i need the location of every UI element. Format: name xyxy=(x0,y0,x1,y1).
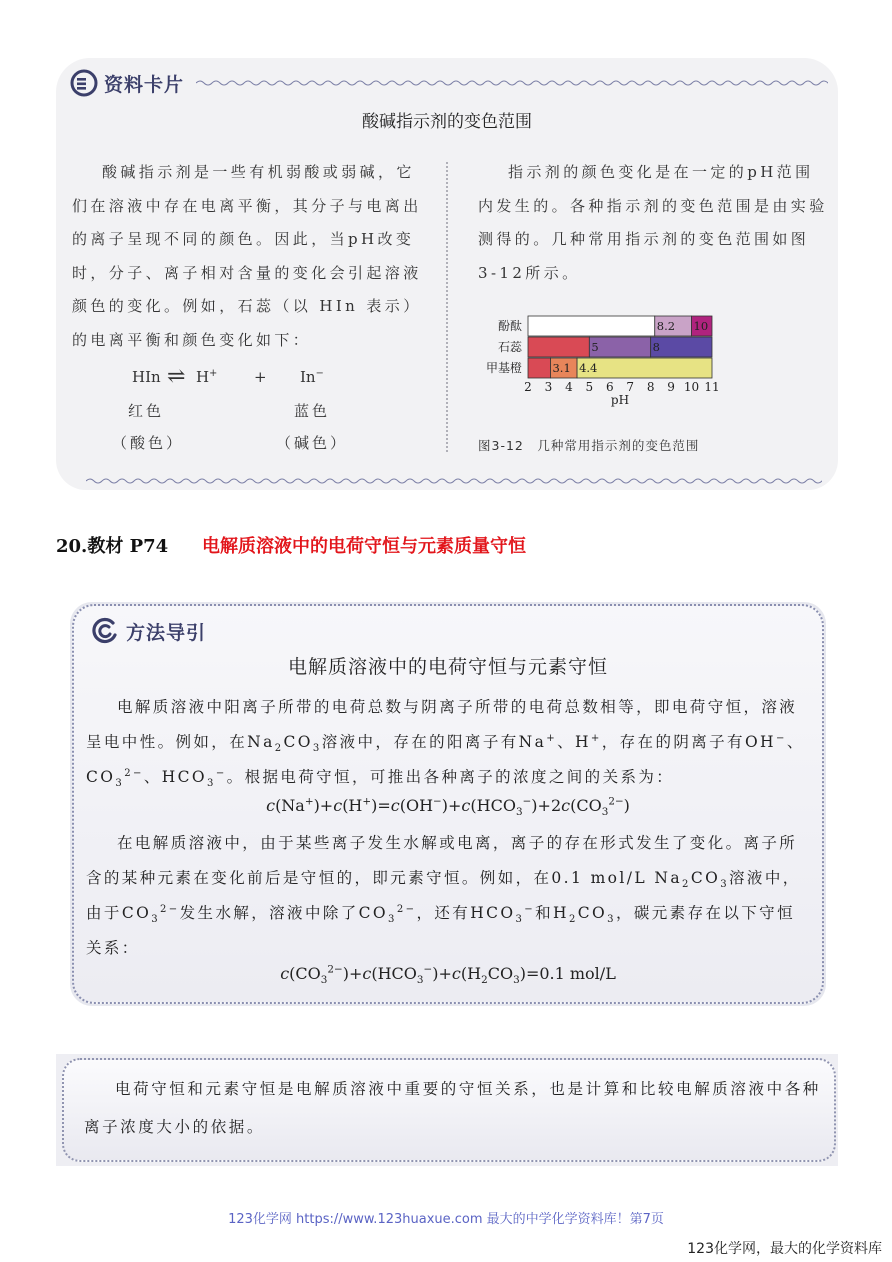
charge-conservation-paragraph: 电解质溶液中阳离子所带的电荷总数与阴离子所带的电荷总数相等，即电荷守恒，溶液呈电中性。例如，在$Na_2CO_3$溶液中，存在的阳离子有Na+、H+，存在的阴离子有OH−、$CO_3^{2-}$、$HCO_3^-$。根据电荷守恒，可推出各种离子的浓度之间的关系为： xyxy=(86,698,805,790)
x-tick-label-1: 2 xyxy=(524,380,532,394)
method-card-title: 电解质溶液中的电荷守恒与元素守恒 xyxy=(287,656,608,678)
indicator-label-3: 甲基橙 xyxy=(485,361,522,375)
segment-label-1-2: 8.2 xyxy=(656,319,676,333)
x-tick-label-5: 6 xyxy=(605,380,614,394)
book-icon xyxy=(70,69,98,97)
p1-text-b: 溶液中，存在的阳离子有 xyxy=(321,733,519,751)
figure-caption: 图3-12 几种常用指示剂的变色范围 xyxy=(478,438,700,453)
header-wavy-line xyxy=(196,78,828,88)
card-bottom-wavy-line xyxy=(86,476,822,486)
footer-watermark: 123化学网，最大的化学资料库 xyxy=(687,1241,882,1257)
section-title: 电解质溶液中的电荷守恒与元素质量守恒 xyxy=(202,536,526,557)
h-charge: + xyxy=(209,368,218,379)
right-paragraph: 指示剂的颜色变化是在一定的pH范围内发生的。各种指示剂的变色范围是由实验测得的。几种常用指示剂的变色范围如图3-12所示。 xyxy=(478,163,828,282)
left-paragraph: 酸碱指示剂是一些有机弱酸或弱碱，它们在溶液中存在电离平衡，其分子与电离出的离子呈现不同的颜色。因此，当pH改变时，分子、离子相对含量的变化会引起溶液颜色的变化。例如，石蕊（以 HIn 表示）的电离平衡和颜色变化如下： xyxy=(72,163,422,349)
x-tick-label-3: 4 xyxy=(565,380,573,394)
element-conservation-paragraph: 在电解质溶液中，由于某些离子发生水解或电离，离子的存在形式发生了变化。离子所含的某种元素在变化前后是守恒的，即元素守恒。例如，在0.1 mol/L $Na_2CO_3$溶液中，由于$CO_3^{2-}$发生水解，溶液中除了$CO_3^{2-}$，还有$HCO_3^-$和$H_2CO_3$，碳元素存在以下守恒关系： xyxy=(86,834,801,957)
x-tick-label-6: 7 xyxy=(626,380,635,394)
segment-label-3-2: 3.1 xyxy=(552,361,571,375)
section-number: 20.教材 P74 xyxy=(56,536,169,557)
segment-label-2-2: 5 xyxy=(591,340,599,354)
p2-text-f: ，碳元素存在以下守恒关系： xyxy=(86,904,795,957)
method-card-header xyxy=(90,616,206,646)
indicator-label-1: 酚酞 xyxy=(497,319,522,333)
data-card-header-label: 资料卡片 xyxy=(104,73,185,96)
hin-color: 红色 xyxy=(128,402,165,420)
indicator-range-chart xyxy=(470,312,730,422)
equation-h-ion xyxy=(196,368,217,386)
x-tick-label-10: 11 xyxy=(704,380,720,394)
method-guide-icon xyxy=(90,616,120,646)
equation-in-ion xyxy=(300,368,324,386)
segment-label-3-3: 4.4 xyxy=(579,361,598,375)
x-tick-label-7: 8 xyxy=(646,380,655,394)
p2-text-a: 在电解质溶液中，由于某些离子发生水解或电离，离子的存在形式发生了变化。离子所含的某种元素在变化前后是守恒的，即元素守恒。例如，在0.1 mol/L xyxy=(86,834,798,887)
range-segment-2-1 xyxy=(528,337,589,357)
p2-text-c: 发生水解，溶液中除了 xyxy=(179,904,359,922)
p2-text-d: ，还有 xyxy=(416,904,471,922)
indicator-label-2: 石蕊 xyxy=(497,340,522,354)
p1-text-c: ，存在的阴离子有 xyxy=(601,733,745,751)
data-card-header xyxy=(70,66,184,100)
x-tick-label-2: 3 xyxy=(544,380,553,394)
segment-label-2-3: 8 xyxy=(652,340,660,354)
p2-text-e: 和 xyxy=(535,904,554,922)
method-card-header-label: 方法导引 xyxy=(126,621,207,644)
segment-label-1-3: 10 xyxy=(693,319,709,333)
equation-hin: HIn xyxy=(132,368,161,386)
charge-conservation-formula: $c(Na^+)+c(H^+)=c(OH^-)+c(HCO_3^-)+2c(CO_3^{2-})$ xyxy=(266,795,630,819)
in-color: 蓝色 xyxy=(294,402,331,420)
x-tick-label-8: 9 xyxy=(667,380,675,394)
note-text: 电荷守恒和元素守恒是电解质溶液中重要的守恒关系，也是计算和比较电解质溶液中各种离子浓度大小的依据。 xyxy=(84,1080,821,1136)
data-card-title: 酸碱指示剂的变色范围 xyxy=(362,112,532,132)
hin-type: （酸色） xyxy=(112,434,185,452)
footer-link[interactable]: 123化学网 https://www.123huaxue.com 最大的中学化学资料库！第7页 xyxy=(228,1212,664,1227)
in-type: （碱色） xyxy=(276,434,349,452)
x-tick-label-9: 10 xyxy=(683,380,700,394)
p1-text-d: 。根据电荷守恒，可推出各种离子的浓度之间的关系为： xyxy=(226,768,675,786)
p2-text-b: 溶液中，由于 xyxy=(86,869,801,922)
x-axis-label: pH xyxy=(610,393,630,407)
range-segment-3-1 xyxy=(528,358,550,378)
in-symbol: In xyxy=(300,368,316,386)
equilibrium-arrow: ⇌ xyxy=(167,364,186,389)
h-symbol: H xyxy=(196,368,210,386)
p1-text-a: 电解质溶液中阳离子所带的电荷总数与阴离子所带的电荷总数相等，即电荷守恒，溶液呈电中性。例如，在 xyxy=(86,698,798,751)
range-segment-1-1 xyxy=(528,316,655,336)
column-divider xyxy=(446,162,448,452)
in-charge: − xyxy=(315,368,324,379)
formula-rhs: =0.1 mol/L xyxy=(525,964,616,983)
equation-plus: + xyxy=(254,368,267,386)
element-conservation-formula: $c(CO_3^{2-})+c(HCO_3^-)+c(H_2CO_3)=0.1$ mol/L xyxy=(280,963,616,987)
x-tick-label-4: 5 xyxy=(585,380,594,394)
